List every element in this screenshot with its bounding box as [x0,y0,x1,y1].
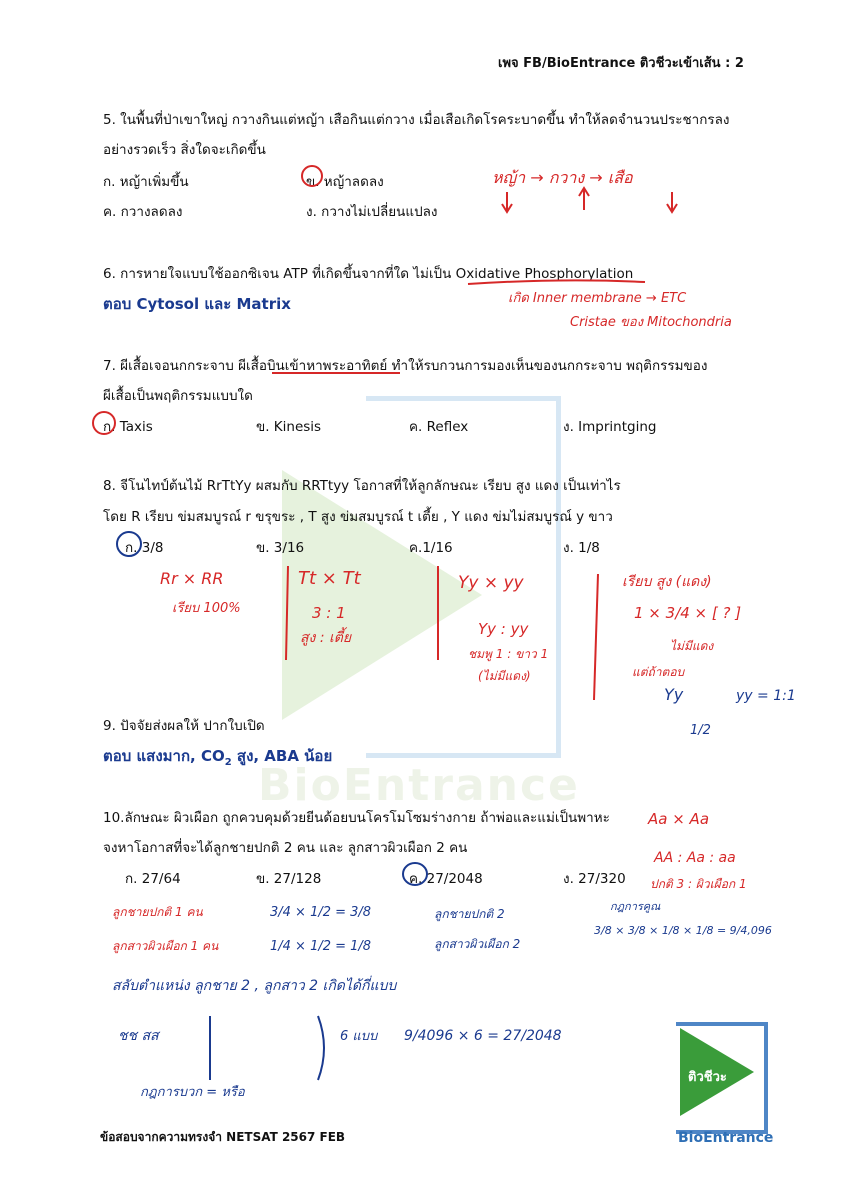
q8-work-i: (ไม่มีแดง) [478,669,531,683]
q8-work-j: เรียบ สูง (แดง) [622,574,712,590]
q10-work-f: ลูกสาวผิวเผือก 1 คน [112,939,219,953]
q5-arrow-up [579,188,589,210]
q10-option-b: ข. 27/128 [256,871,322,887]
page-header: เพจ FB/BioEntrance ติวชีวะเข้าเส้น : 2 [498,56,744,71]
q10-work-d: ลูกชายปกติ 1 คน [112,905,203,919]
q10-work-o: 9/4096 × 6 = 27/2048 [404,1028,562,1044]
q8-line2: โดย R เรียบ ข่มสมบูรณ์ r ขรุขระ , T สูง ข่มสมบูรณ์ t เตี้ย , Y แดง ข่มไม่สมบูรณ์ y ขาว [103,509,613,525]
q7-option-b: ข. Kinesis [256,419,322,435]
q7-line1: 7. ผีเสื้อเจอนกกระจาบ ผีเสื้อบินเข้าหาพระอาทิตย์ ทำให้รบกวนการมองเห็นของนกกระจาบ พฤติกรรมของ [103,358,708,374]
q8-work-o: yy = 1:1 [736,688,796,704]
q10-option-a: ก. 27/64 [125,871,181,887]
q10-work-g: 1/4 × 1/2 = 1/8 [270,939,372,954]
q5-line2: อย่างรวดเร็ว สิ่งใดจะเกิดขึ้น [103,142,266,158]
q7-line2: ผีเสื้อเป็นพฤติกรรมแบบใด [103,388,253,404]
q8-option-a: ก. 3/8 [125,540,164,556]
q8-work-a: Rr × RR [160,569,224,588]
q10-answer-circle [403,863,427,885]
logo-brand: BioEntrance [678,1130,774,1146]
q8-work-b: เรียบ 100% [172,601,241,616]
q10-option-c: ค. 27/2048 [409,871,483,887]
q8-work-g: Yy : yy [478,620,529,638]
q8-work-l: ไม่มีแดง [670,639,714,653]
q8-line1: 8. จีโนไทป์ต้นไม้ RrTtYy ผสมกับ RRTtyy โอกาสที่ให้ลูกลักษณะ เรียบ สูง แดง เป็นเท่าไร [103,478,621,494]
q10-line2: จงหาโอกาสที่จะได้ลูกชายปกติ 2 คน และ ลูกสาวผิวเผือก 2 คน [103,840,468,856]
q5-option-b: ข. หญ้าลดลง [306,174,384,190]
q8-divider-2 [594,574,598,700]
q10-option-d: ง. 27/320 [563,871,626,887]
q8-work-h: ชมพู 1 : ขาว 1 [468,647,549,661]
q6-underline [468,280,645,284]
q10-work-i: ลูกสาวผิวเผือก 2 [434,937,521,951]
q10-line1: 10.ลักษณะ ผิวเผือก ถูกควบคุมด้วยยีนด้อยบนโครโมโซมร่างกาย ถ้าพ่อและแม่เป็นพาหะ [103,810,610,826]
q8-work-p: 1/2 [690,723,711,738]
q8-option-c: ค.1/16 [409,540,453,556]
q8-work-k: 1 × 3/4 × [ ? ] [634,604,742,622]
q6-line1: 6. การหายใจแบบใช้ออกซิเจน ATP ที่เกิดขึ้นจากที่ใด ไม่เป็น Oxidative Phosphorylation [103,266,634,282]
q10-work-p: กฎการบวก = หรือ [140,1085,245,1100]
q5-option-a: ก. หญ้าเพิ่มขึ้น [103,174,189,190]
q8-work-d: 3 : 1 [312,604,346,622]
q10-work-j: กฎการคูณ [610,900,661,913]
q8-work-c: Tt × Tt [298,568,361,589]
q5-answer-circle [302,166,322,186]
q10-work-n: 6 แบบ [340,1029,378,1044]
q7-answer-circle [93,412,115,434]
q5-arrow-down-1 [502,192,512,212]
q7-option-a: ก. Taxis [103,419,153,435]
watermark-text: BioEntrance [258,760,580,811]
q10-work-b: AA : Aa : aa [654,850,736,866]
q8-work-m: แต่ถ้าตอบ [632,665,685,679]
q5-arrow-down-2 [667,192,677,212]
q6-answer: ตอบ Cytosol และ Matrix [103,295,291,313]
page-footer: ข้อสอบจากความทรงจำ NETSAT 2567 FEB [100,1130,346,1144]
q8-option-b: ข. 3/16 [256,540,305,556]
q9-answer-sub: 2 [224,757,232,768]
q10-work-l: สลับตำแหน่ง ลูกชาย 2 , ลูกสาว 2 เกิดได้กี่แบบ [112,978,397,994]
q8-work-f: Yy × yy [458,573,524,593]
q5-option-c: ค. กวางลดลง [103,204,183,220]
q10-work-c: ปกติ 3 : ผิวเผือก 1 [650,877,747,891]
q6-note1: เกิด Inner membrane → ETC [508,291,687,306]
q10-work-a: Aa × Aa [648,810,710,828]
q7-option-c: ค. Reflex [409,419,469,435]
q5-note: หญ้า → กวาง → เสือ [492,168,633,187]
q9-answer-post: สูง, ABA น้อย [231,747,333,765]
q5-line1: 5. ในพื้นที่ป่าเขาใหญ่ กวางกินแต่หญ้า เสือกินแต่กวาง เมื่อเสือเกิดโรคระบาดขึ้น ทำให้ลดจำนวนประชากรลง [103,112,730,128]
q9-answer-pre: ตอบ แสงมาก, CO [103,747,225,765]
q10-work-m: ชช สส [118,1028,159,1044]
q8-work-e: สูง : เตี้ย [300,630,352,646]
q10-work-e: 3/4 × 1/2 = 3/8 [270,905,372,920]
q8-option-d: ง. 1/8 [563,540,600,556]
q8-answer-circle [117,532,141,556]
q6-note2: Cristae ของ Mitochondria [570,315,732,330]
q7-option-d: ง. Imprintging [563,419,657,435]
q10-brace [210,1016,324,1080]
q8-work-n: Yy [664,685,684,704]
q9-line1: 9. ปัจจัยส่งผลให้ ปากใบเปิด [103,718,265,734]
logo-label: ติวชีวะ [688,1070,727,1085]
q10-work-h: ลูกชายปกติ 2 [434,907,505,921]
q5-option-d: ง. กวางไม่เปลี่ยนแปลง [306,204,438,220]
q10-work-k: 3/8 × 3/8 × 1/8 × 1/8 = 9/4,096 [594,924,772,937]
